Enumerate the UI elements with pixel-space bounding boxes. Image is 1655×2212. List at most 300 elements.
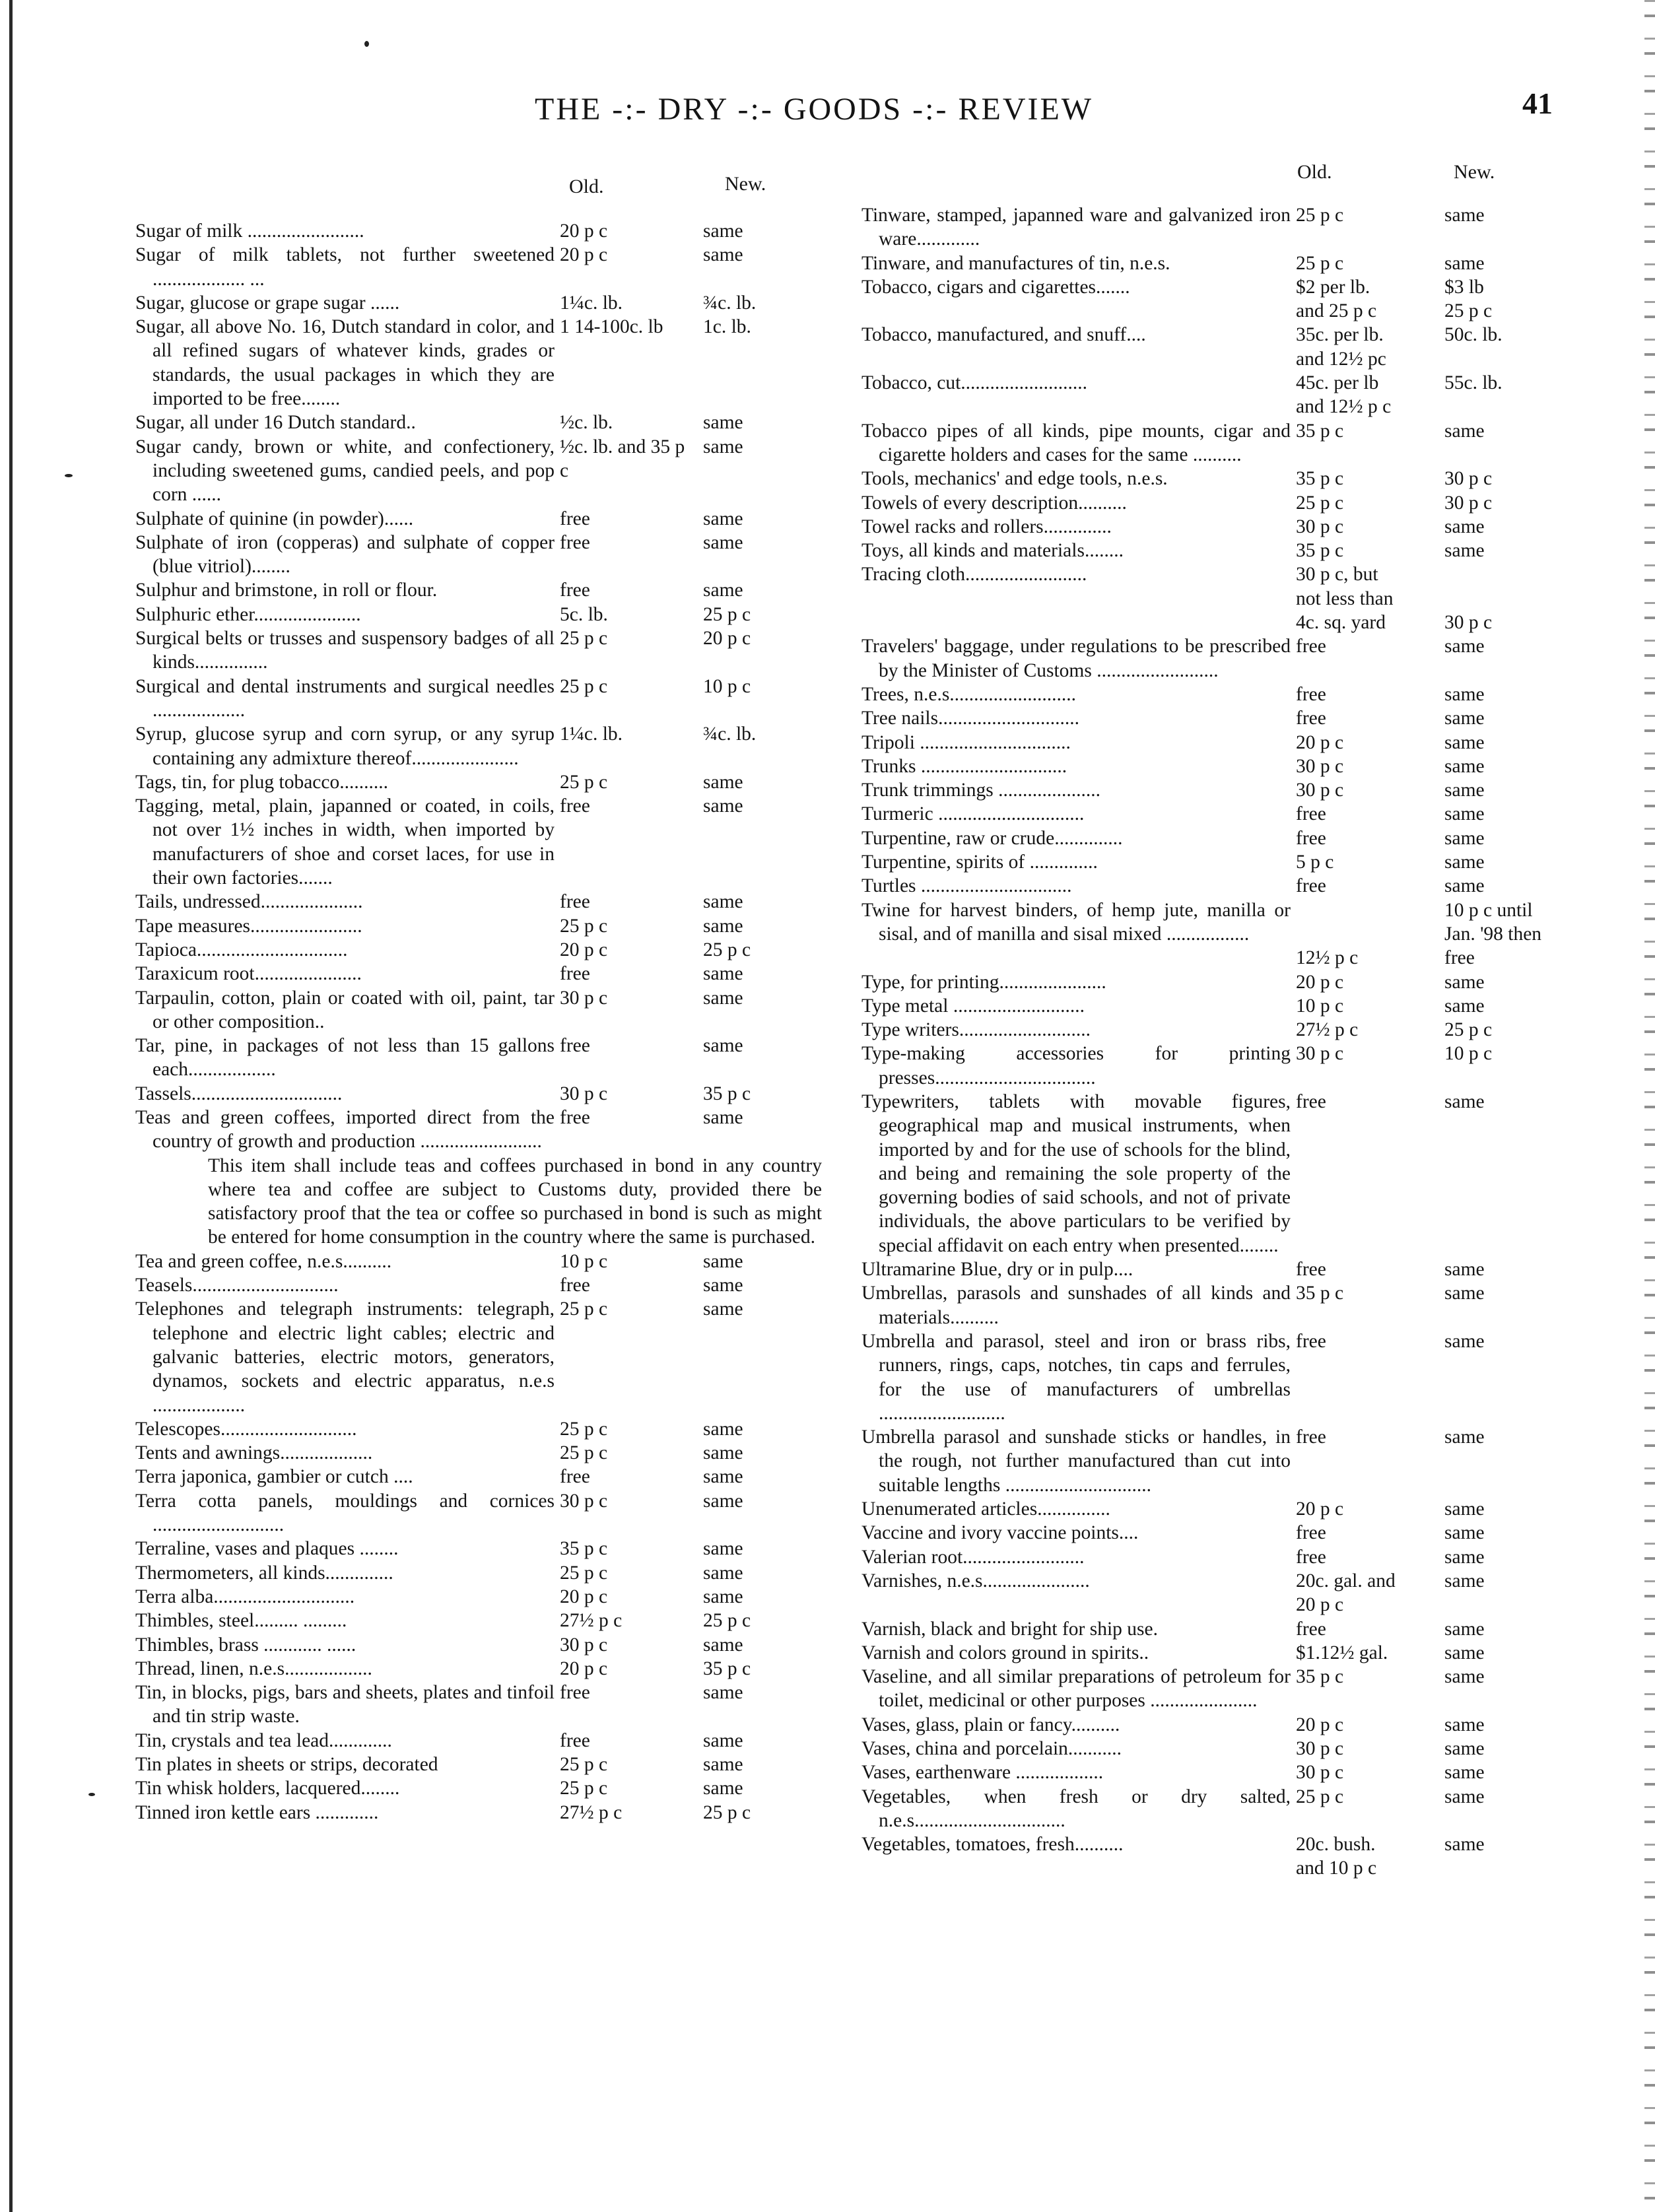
old-duty: free xyxy=(560,1275,590,1296)
old-duty: 12½ p c xyxy=(1296,947,1359,969)
old-duty: 20 p c xyxy=(560,939,608,960)
old-duty: 25 p c xyxy=(560,675,608,697)
right-tariff-column xyxy=(861,203,1588,1881)
item-description: Type-making accessories for printing presses................................. xyxy=(861,1043,1291,1089)
tariff-entry xyxy=(135,938,822,962)
new-duty: same xyxy=(1444,1090,1485,1112)
old-duty: 30 p c xyxy=(1296,755,1344,777)
old-duty: 25 p c xyxy=(560,628,608,650)
item-description: Tobacco, cut.......................... xyxy=(861,372,1088,394)
old-duty: 20 p c xyxy=(560,220,608,242)
item-description: Tents and awnings................... xyxy=(135,1442,373,1464)
tariff-entry xyxy=(861,850,1588,874)
item-description: Type, for printing...................... xyxy=(861,971,1106,993)
new-duty: same xyxy=(1444,1283,1485,1304)
old-duty: 25 p c xyxy=(560,1754,608,1775)
item-description: Tape measures....................... xyxy=(135,915,362,937)
new-duty: 20 p c xyxy=(703,628,751,650)
new-duty: same xyxy=(703,1250,743,1272)
tariff-entry xyxy=(861,419,1588,467)
new-duty: 35 p c xyxy=(703,1083,751,1104)
old-duty: 20 p c xyxy=(560,1586,608,1607)
item-description: Toys, all kinds and materials........ xyxy=(861,540,1124,562)
tariff-entry xyxy=(861,1042,1588,1090)
new-duty: same xyxy=(1444,1570,1485,1592)
old-duty: 35 p c xyxy=(1296,540,1344,562)
tariff-entry xyxy=(861,1257,1588,1281)
item-description: Tripoli ............................... xyxy=(861,731,1071,753)
old-duty: 25 p c xyxy=(560,1562,608,1584)
old-duty: 20 p c xyxy=(1296,1714,1344,1735)
tariff-entry xyxy=(861,634,1588,683)
tariff-entry xyxy=(135,1537,822,1560)
tariff-entry xyxy=(861,731,1588,754)
item-description: Tassels............................... xyxy=(135,1083,343,1104)
tariff-entry xyxy=(861,371,1588,419)
page-number: 41 xyxy=(1522,86,1553,120)
new-duty: 25 p c xyxy=(703,1801,751,1823)
new-duty: same xyxy=(1444,827,1485,849)
old-duty: 35 p c xyxy=(1296,1283,1344,1304)
item-description: Trunks .............................. xyxy=(861,755,1067,777)
tariff-entry xyxy=(135,219,822,243)
new-duty: same xyxy=(703,771,743,793)
tariff-entry xyxy=(861,515,1588,539)
page-edge-left xyxy=(9,0,13,2212)
item-description: Umbrellas, parasols and sunshades of all kinds and materials.......... xyxy=(861,1283,1291,1328)
tariff-entry xyxy=(135,1250,822,1273)
tariff-entry xyxy=(861,1497,1588,1521)
right-new-heading: New. xyxy=(1454,161,1495,183)
tariff-entry xyxy=(861,1832,1588,1881)
tariff-entry xyxy=(135,603,822,626)
old-duty: 30 p c xyxy=(560,1634,608,1656)
tariff-entry xyxy=(135,626,822,675)
item-description: Unenumerated articles............... xyxy=(861,1498,1110,1520)
new-duty: same xyxy=(703,412,743,434)
tariff-entry xyxy=(861,1665,1588,1713)
tariff-entry xyxy=(861,1090,1588,1257)
new-duty: 25 p c xyxy=(1444,1019,1493,1041)
item-description: Trunk trimmings ..................... xyxy=(861,780,1100,801)
old-duty: 35 p c xyxy=(1296,1666,1344,1688)
item-description: Tools, mechanics' and edge tools, n.e.s. xyxy=(861,468,1168,490)
tariff-entry xyxy=(135,794,822,890)
old-duty: 25 p c xyxy=(560,1778,608,1799)
tariff-entry xyxy=(861,467,1588,490)
old-duty: free xyxy=(560,531,590,553)
old-duty: 30 p c xyxy=(560,1490,608,1512)
tariff-entry xyxy=(861,898,1588,970)
new-duty: 35 p c xyxy=(703,1658,751,1679)
right-old-heading: Old. xyxy=(1297,161,1332,183)
new-duty: same xyxy=(703,531,743,553)
item-description: Tea and green coffee, n.e.s.......... xyxy=(135,1250,392,1272)
tariff-entry xyxy=(135,291,822,315)
old-duty: 30 p c, but not less than 4c. sq. yard xyxy=(1296,564,1394,634)
tariff-entry xyxy=(135,1489,822,1537)
old-duty: 30 p c xyxy=(560,1083,608,1104)
new-duty: same xyxy=(1444,540,1485,562)
new-duty: same xyxy=(703,1586,743,1607)
item-description: Tinware, stamped, japanned ware and galvanized iron ware............. xyxy=(861,205,1291,250)
item-description: Ultramarine Blue, dry or in pulp.... xyxy=(861,1259,1133,1281)
item-description: Valerian root......................... xyxy=(861,1546,1085,1568)
item-description: Tar, pine, in packages of not less than 15 gallons each.................. xyxy=(135,1035,555,1081)
item-description: Vegetables, when fresh or dry salted, n.e.s............................... xyxy=(861,1786,1291,1831)
new-duty: same xyxy=(703,1275,743,1296)
old-duty: 25 p c xyxy=(1296,205,1344,226)
old-duty: free xyxy=(560,580,590,601)
item-description: Surgical belts or trusses and suspensory badges of all kinds............... xyxy=(135,628,555,673)
old-duty: 30 p c xyxy=(1296,780,1344,801)
item-description: Sulphur and brimstone, in roll or flour. xyxy=(135,580,438,601)
new-duty: 10 p c xyxy=(703,675,751,697)
tariff-entry xyxy=(861,1569,1588,1617)
item-description: Sulphate of iron (copperas) and sulphate of copper (blue vitriol)........ xyxy=(135,531,555,578)
new-duty: same xyxy=(1444,708,1485,729)
new-duty: same xyxy=(703,1298,743,1320)
new-duty: same xyxy=(1444,1834,1485,1856)
new-duty: same xyxy=(1444,516,1485,537)
new-duty: ¾c. lb. xyxy=(703,723,757,745)
item-description: Vegetables, tomatoes, fresh.......... xyxy=(861,1834,1124,1856)
old-duty: free xyxy=(560,1106,590,1128)
new-duty: same xyxy=(703,1682,743,1704)
item-description: Tapioca............................... xyxy=(135,939,348,960)
tariff-entry xyxy=(861,539,1588,562)
old-duty: 35 p c xyxy=(1296,468,1344,490)
tariff-entry xyxy=(135,1417,822,1441)
tariff-entry xyxy=(135,1801,822,1825)
new-duty: same xyxy=(1444,852,1485,873)
item-description: Vaseline, and all similar preparations of petroleum for toilet, medicinal or other purposes ...................... xyxy=(861,1666,1291,1712)
new-duty: same xyxy=(1444,1666,1485,1688)
old-duty: 20 p c xyxy=(1296,1498,1344,1520)
old-duty: 35 p c xyxy=(560,1538,608,1560)
tariff-entry xyxy=(861,1617,1588,1641)
item-description: Tags, tin, for plug tobacco.......... xyxy=(135,771,388,793)
tariff-entry xyxy=(861,275,1588,323)
old-duty: 30 p c xyxy=(1296,1738,1344,1759)
item-description: Tinned iron kettle ears ............. xyxy=(135,1801,379,1823)
item-description: Towels of every description.......... xyxy=(861,492,1127,514)
item-description: Sulphate of quinine (in powder)...... xyxy=(135,508,414,529)
item-description: Tin plates in sheets or strips, decorated xyxy=(135,1754,438,1775)
item-description: Terra japonica, gambier or cutch .... xyxy=(135,1466,413,1488)
item-description: Turpentine, raw or crude.............. xyxy=(861,827,1123,849)
old-duty: 5c. lb. xyxy=(560,603,608,625)
old-duty: 27½ p c xyxy=(560,1610,623,1632)
item-description: Typewriters, tablets with movable figures, geographical map and musical instruments, when imported by and for the use of schools for the blind, and being and remaining the sole property of the governing bodies of said schools, and not of private individuals, the above particulars to be verified by special affidavit on each entry when presented........ xyxy=(861,1090,1291,1256)
new-duty: same xyxy=(1444,803,1485,825)
item-description: Sugar of milk ........................ xyxy=(135,220,364,242)
item-description: Varnish and colors ground in spirits.. xyxy=(861,1642,1149,1663)
old-duty: free xyxy=(1296,1330,1326,1352)
item-description: Turpentine, spirits of .............. xyxy=(861,852,1098,873)
new-duty: same xyxy=(703,1106,743,1128)
new-duty: same xyxy=(703,1490,743,1512)
new-duty: same xyxy=(1444,1738,1485,1759)
old-duty: free xyxy=(1296,1090,1326,1112)
tariff-entry xyxy=(135,1609,822,1632)
tariff-entry xyxy=(135,890,822,914)
new-duty: 30 p c xyxy=(1444,468,1493,490)
old-duty: 1¼c. lb. xyxy=(560,723,623,745)
item-description: Vases, glass, plain or fancy.......... xyxy=(861,1714,1120,1735)
new-duty: same xyxy=(1444,1546,1485,1568)
tariff-entry xyxy=(135,1465,822,1489)
new-duty: same xyxy=(1444,636,1485,657)
new-duty: same xyxy=(1444,205,1485,226)
tariff-entry xyxy=(861,1329,1588,1425)
tariff-entry xyxy=(135,962,822,986)
tariff-entry xyxy=(861,754,1588,778)
new-duty: same xyxy=(703,891,743,913)
old-duty: free xyxy=(1296,636,1326,657)
new-duty: same xyxy=(703,1466,743,1488)
new-duty: same xyxy=(703,1418,743,1440)
new-duty: same xyxy=(1444,755,1485,777)
old-duty: 25 p c xyxy=(1296,252,1344,274)
tariff-entry xyxy=(861,970,1588,994)
old-duty: 35c. per lb. and 12½ pc xyxy=(1296,324,1386,370)
old-duty: ½c. lb. and 35 p c xyxy=(560,436,685,481)
tariff-entry xyxy=(135,1776,822,1800)
item-description: Travelers' baggage, under regulations to be prescribed by the Minister of Customs ......................... xyxy=(861,636,1291,681)
old-duty: $1.12½ gal. xyxy=(1296,1642,1388,1663)
new-duty: 25 p c xyxy=(703,603,751,625)
left-old-heading: Old. xyxy=(569,176,604,197)
new-duty: same xyxy=(703,508,743,529)
new-duty: same xyxy=(1444,1786,1485,1807)
tariff-entry xyxy=(861,1425,1588,1497)
tariff-entry xyxy=(135,1034,822,1082)
tariff-entry xyxy=(135,1106,822,1154)
item-description: Sulphuric ether...................... xyxy=(135,603,361,625)
item-description: Tinware, and manufactures of tin, n.e.s. xyxy=(861,252,1170,274)
tariff-entry xyxy=(861,994,1588,1018)
item-description: Sugar of milk tablets, not further sweetened ................... ... xyxy=(135,244,555,290)
item-description: Type metal ........................... xyxy=(861,995,1085,1017)
item-description: Varnishes, n.e.s...................... xyxy=(861,1570,1090,1592)
item-description: Vases, china and porcelain........... xyxy=(861,1738,1122,1759)
new-duty: same xyxy=(703,436,743,457)
tariff-entry xyxy=(861,1281,1588,1329)
item-description: Turtles ............................... xyxy=(861,875,1072,897)
old-duty: 25 p c xyxy=(1296,1786,1344,1807)
tariff-entry xyxy=(861,683,1588,706)
old-duty: free xyxy=(1296,1522,1326,1544)
item-description: Trees, n.e.s.......................... xyxy=(861,683,1077,705)
new-duty: 30 p c xyxy=(1444,612,1493,634)
item-description: Tobacco, cigars and cigarettes....... xyxy=(861,276,1130,298)
tariff-entry xyxy=(135,1681,822,1729)
old-duty: 30 p c xyxy=(1296,1762,1344,1784)
tariff-entry xyxy=(861,1018,1588,1042)
old-duty: 45c. per lb and 12½ p c xyxy=(1296,372,1392,418)
new-duty: same xyxy=(703,1538,743,1560)
tariff-entry xyxy=(135,315,822,411)
item-description: Terraline, vases and plaques ........ xyxy=(135,1538,399,1560)
new-duty: same xyxy=(1444,1762,1485,1784)
old-duty: 20 p c xyxy=(1296,731,1344,753)
new-duty: same xyxy=(1444,780,1485,801)
old-duty: free xyxy=(560,508,590,529)
item-description: Turmeric .............................. xyxy=(861,803,1085,825)
new-duty: same xyxy=(703,915,743,937)
item-description: Thimbles, brass ............ ...... xyxy=(135,1634,356,1656)
old-duty: 30 p c xyxy=(560,987,608,1009)
old-duty: free xyxy=(1296,875,1326,897)
tariff-entry xyxy=(135,986,822,1034)
old-duty: 25 p c xyxy=(560,1418,608,1440)
tariff-entry xyxy=(861,706,1588,730)
old-duty: 30 p c xyxy=(1296,516,1344,537)
new-duty: 10 p c xyxy=(1444,1043,1493,1065)
new-duty: same xyxy=(703,580,743,601)
item-description: Varnish, black and bright for ship use. xyxy=(861,1618,1158,1640)
old-duty: 25 p c xyxy=(560,1442,608,1464)
new-duty: same xyxy=(703,1754,743,1775)
tariff-entry xyxy=(861,1641,1588,1665)
item-description: Type writers........................... xyxy=(861,1019,1091,1041)
tariff-entry xyxy=(135,1585,822,1609)
masthead-title: THE -:- DRY -:- GOODS -:- REVIEW xyxy=(535,92,1094,127)
new-duty: same xyxy=(1444,252,1485,274)
tariff-note: This item shall include teas and coffees purchased in bond in any country where tea and coffee are subject to Customs duty, provided there be satisfactory proof that the tea or coffee so purchased in bond is such as might be entered for home consumption in the country where the same is purchased. xyxy=(208,1155,822,1248)
new-duty: same xyxy=(1444,875,1485,897)
old-duty: 20 p c xyxy=(560,244,608,266)
item-description: Syrup, glucose syrup and corn syrup, or any syrup containing any admixture thereof...................... xyxy=(135,723,555,769)
new-duty: 1c. lb. xyxy=(703,316,751,338)
tariff-entry xyxy=(861,1760,1588,1784)
tariff-entry xyxy=(135,1657,822,1681)
old-duty: free xyxy=(560,1682,590,1704)
new-duty: same xyxy=(1444,1642,1485,1663)
tariff-entry xyxy=(861,874,1588,898)
old-duty: 1 14-100c. lb xyxy=(560,316,663,338)
tariff-entry xyxy=(861,1545,1588,1569)
new-duty: same xyxy=(1444,731,1485,753)
old-duty: free xyxy=(1296,827,1326,849)
tariff-entry xyxy=(861,323,1588,371)
old-duty: $2 per lb. and 25 p c xyxy=(1296,276,1377,322)
item-description: Terra alba............................. xyxy=(135,1586,355,1607)
item-description: Sugar, all above No. 16, Dutch standard in color, and all refined sugars of whatever kinds, grades or standards, the usual packages in which they are imported to be free........ xyxy=(135,316,555,410)
old-duty: free xyxy=(560,1466,590,1488)
tariff-entry xyxy=(135,1633,822,1657)
old-duty: 25 p c xyxy=(560,915,608,937)
tariff-entry xyxy=(135,1753,822,1776)
old-duty: free xyxy=(1296,1546,1326,1568)
item-description: Twine for harvest binders, of hemp jute, manilla or sisal, and of manilla and sisal mixed ................. xyxy=(861,899,1291,945)
item-description: Thimbles, steel......... ......... xyxy=(135,1610,347,1632)
item-description: Tails, undressed..................... xyxy=(135,891,363,913)
old-duty: free xyxy=(560,795,590,817)
item-description: Telescopes............................ xyxy=(135,1418,357,1440)
new-duty: same xyxy=(1444,1522,1485,1544)
old-duty: free xyxy=(1296,683,1326,705)
item-description: Tarpaulin, cotton, plain or coated with oil, paint, tar or other composition.. xyxy=(135,987,555,1032)
new-duty: 30 p c xyxy=(1444,492,1493,514)
speck-mark xyxy=(65,474,73,477)
item-description: Umbrella parasol and sunshade sticks or handles, in the rough, not further manufactured than cut into suitable lengths .............................. xyxy=(861,1426,1291,1496)
page-edge-right xyxy=(1644,0,1655,2212)
new-duty: same xyxy=(1444,1426,1485,1448)
tariff-entry xyxy=(861,491,1588,515)
left-tariff-column xyxy=(135,219,822,1825)
item-description: Vases, earthenware .................. xyxy=(861,1762,1104,1784)
tariff-entry xyxy=(861,251,1588,275)
tariff-entry xyxy=(861,1521,1588,1545)
tariff-entry xyxy=(135,1561,822,1585)
tariff-entry xyxy=(135,1729,822,1753)
old-duty: 25 p c xyxy=(560,771,608,793)
new-duty: 55c. lb. xyxy=(1444,372,1503,394)
tariff-entry xyxy=(135,770,822,794)
tariff-entry xyxy=(135,1441,822,1465)
new-duty: same xyxy=(703,1778,743,1799)
tariff-entry xyxy=(135,722,822,770)
item-description: Thermometers, all kinds.............. xyxy=(135,1562,393,1584)
old-duty: free xyxy=(560,1035,590,1057)
new-duty: 10 p c until Jan. '98 then free xyxy=(1444,899,1542,969)
new-duty: same xyxy=(1444,1330,1485,1352)
item-description: Tracing cloth......................... xyxy=(861,564,1087,586)
item-description: Taraxicum root...................... xyxy=(135,963,362,985)
old-duty: 20c. gal. and 20 p c xyxy=(1296,1570,1396,1616)
new-duty: same xyxy=(703,244,743,266)
item-description: Tobacco, manufactured, and snuff.... xyxy=(861,324,1146,346)
old-duty: 5 p c xyxy=(1296,852,1334,873)
old-duty: 35 p c xyxy=(1296,420,1344,442)
tariff-entry xyxy=(135,243,822,291)
old-duty: 25 p c xyxy=(560,1298,608,1320)
item-description: Surgical and dental instruments and surgical needles ................... xyxy=(135,675,555,721)
tariff-entry xyxy=(861,562,1588,634)
new-duty: 25 p c xyxy=(703,939,751,960)
new-duty: same xyxy=(1444,683,1485,705)
item-description: Tobacco pipes of all kinds, pipe mounts, cigar and cigarette holders and cases for the same .......... xyxy=(861,420,1291,465)
new-duty: same xyxy=(703,1442,743,1464)
old-duty: 10 p c xyxy=(1296,995,1344,1017)
tariff-entry xyxy=(135,1273,822,1297)
item-description: Umbrella and parasol, steel and iron or brass ribs, runners, rings, caps, notches, tin caps and ferrules, for the use of manufacturers of umbrellas .......................... xyxy=(861,1330,1291,1424)
tariff-entry xyxy=(135,507,822,531)
old-duty: free xyxy=(1296,708,1326,729)
new-duty: same xyxy=(703,1562,743,1584)
new-duty: same xyxy=(703,795,743,817)
new-duty: same xyxy=(1444,995,1485,1017)
tariff-entry xyxy=(861,203,1588,251)
tariff-entry xyxy=(861,802,1588,826)
old-duty: free xyxy=(560,963,590,985)
old-duty: 27½ p c xyxy=(560,1801,623,1823)
new-duty: same xyxy=(703,987,743,1009)
new-duty: ¾c. lb. xyxy=(703,292,757,314)
tariff-entry xyxy=(861,1785,1588,1833)
old-duty: free xyxy=(1296,803,1326,825)
new-duty: 25 p c xyxy=(703,1610,751,1632)
tariff-entry xyxy=(135,914,822,938)
old-duty: 20 p c xyxy=(1296,971,1344,993)
new-duty: same xyxy=(1444,1259,1485,1281)
old-duty: 25 p c xyxy=(1296,492,1344,514)
old-duty: 1¼c. lb. xyxy=(560,292,623,314)
tariff-entry xyxy=(135,435,822,507)
item-description: Towel racks and rollers.............. xyxy=(861,516,1112,537)
